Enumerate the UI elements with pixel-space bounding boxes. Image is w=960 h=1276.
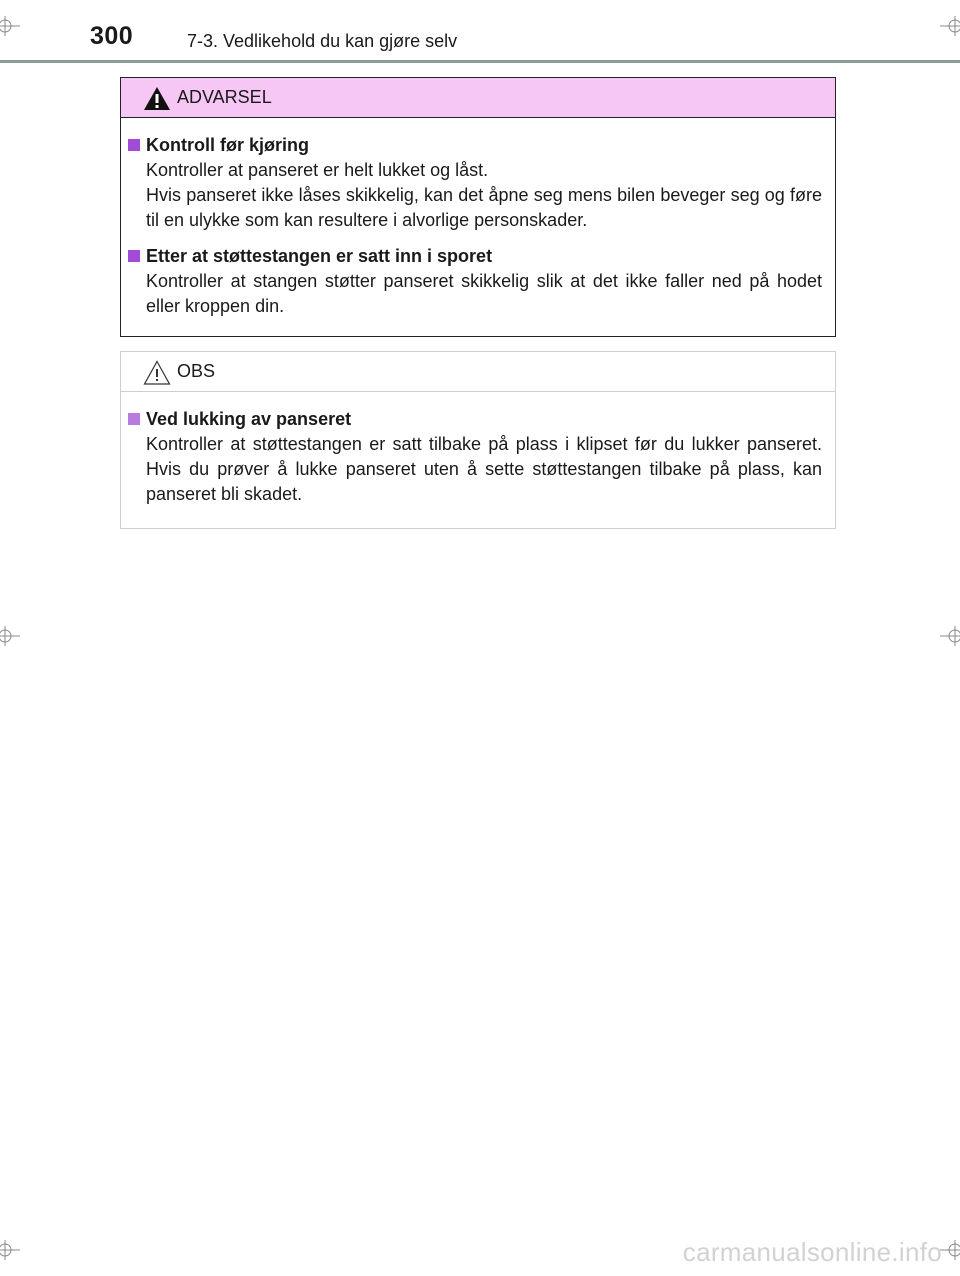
notice-item — [128, 406, 822, 507]
page-number: 300 — [90, 22, 134, 50]
crop-mark-mid-left — [0, 626, 20, 646]
notice-label: OBS — [177, 361, 216, 381]
square-bullet-icon — [128, 139, 140, 151]
notice-item-title: Ved lukking av panseret — [146, 409, 352, 429]
warning-label: ADVARSEL — [177, 87, 272, 107]
crop-mark-bottom-right — [940, 1240, 960, 1260]
warning-triangle-icon — [143, 86, 171, 111]
warning-item-text: Kontroller at stangen støtter panseret skikkelig slik at det ikke faller ned på hodet eller kroppen din. — [146, 271, 822, 316]
warning-item-text: Kontroller at panseret er helt lukket og låst. — [146, 160, 489, 180]
warning-item-text: Hvis panseret ikke låses skikkelig, kan det åpne seg mens bilen beveger seg og føre til en ulykke som kan resultere i alvorlige personskader. — [146, 185, 822, 230]
warning-header — [121, 78, 835, 118]
watermark: carmanualsonline.info — [682, 1237, 942, 1267]
warning-item — [128, 132, 822, 233]
caution-triangle-outline-icon — [143, 360, 171, 385]
warning-box — [120, 77, 836, 337]
notice-item-text: Kontroller at støttestangen er satt tilbake på plass i klipset før du lukker panseret. Hvis du prøver å lukke panseret uten å sette støttestangen tilbake på plass, kan panseret bli skadet. — [146, 434, 822, 504]
warning-item-title: Kontroll før kjøring — [146, 135, 309, 155]
square-bullet-icon — [128, 413, 140, 425]
notice-body — [121, 392, 835, 507]
header-divider — [0, 60, 960, 63]
notice-header — [121, 352, 835, 392]
page-header — [0, 0, 960, 64]
warning-body — [121, 118, 835, 319]
warning-item-title: Etter at støttestangen er satt inn i sporet — [146, 246, 493, 266]
crop-mark-bottom-left — [0, 1240, 20, 1260]
section-title: 7-3. Vedlikehold du kan gjøre selv — [187, 31, 458, 51]
notice-box — [120, 351, 836, 529]
crop-mark-mid-right — [940, 626, 960, 646]
warning-item — [128, 243, 822, 319]
square-bullet-icon — [128, 250, 140, 262]
